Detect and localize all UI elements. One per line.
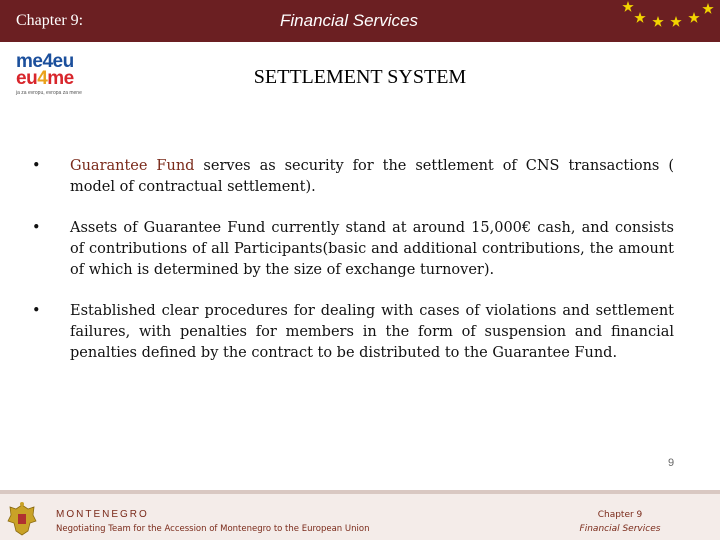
montenegro-emblem-icon: [4, 501, 40, 539]
bullet-emphasis: Guarantee Fund: [70, 158, 195, 174]
slide-title: SETTLEMENT SYSTEM: [253, 66, 467, 88]
bullet-item: [32, 218, 674, 281]
header-bar: [0, 0, 720, 42]
footer-chapter-block: [560, 508, 680, 536]
logo-line-1: me4eu: [16, 51, 74, 72]
subject-label: Financial Services: [280, 11, 418, 30]
page-number: 9: [668, 457, 675, 469]
logo-tagline: ja za evropu, evropa za mene: [16, 90, 82, 96]
footer-country: MONTENEGRO: [56, 509, 149, 520]
bullet-marker: •: [32, 303, 41, 319]
bullet-text: serves as security for the settlement of CNS transactions ( model of contractual settlement).: [70, 158, 674, 195]
footer-chapter: Chapter 9: [597, 510, 643, 520]
bullet-marker: •: [32, 158, 41, 174]
bullet-item: [32, 156, 674, 198]
logo-line-2: eu4me: [16, 68, 74, 89]
bullet-list: [32, 156, 674, 384]
bullet-text: Established clear procedures for dealing with cases of violations and settlement failures, with penalties for members in the form of suspension and financial penalties defined by the contract to be distributed to the Guarantee Fund.: [70, 303, 674, 361]
footer-team: Negotiating Team for the Accession of Montenegro to the European Union: [56, 524, 370, 534]
bullet-item: [32, 301, 674, 364]
bullet-marker: •: [32, 220, 41, 236]
chapter-label: Chapter 9:: [16, 12, 84, 29]
eu-stars-icon: [610, 0, 720, 42]
footer-subject: Financial Services: [579, 524, 661, 534]
footer-divider: [0, 490, 720, 494]
bullet-text: Assets of Guarantee Fund currently stand at around 15,000€ cash, and consists of contributions of all Participants(basic and additional contributions, the amount of which is determined by the size of exchange turnover).: [70, 220, 674, 278]
